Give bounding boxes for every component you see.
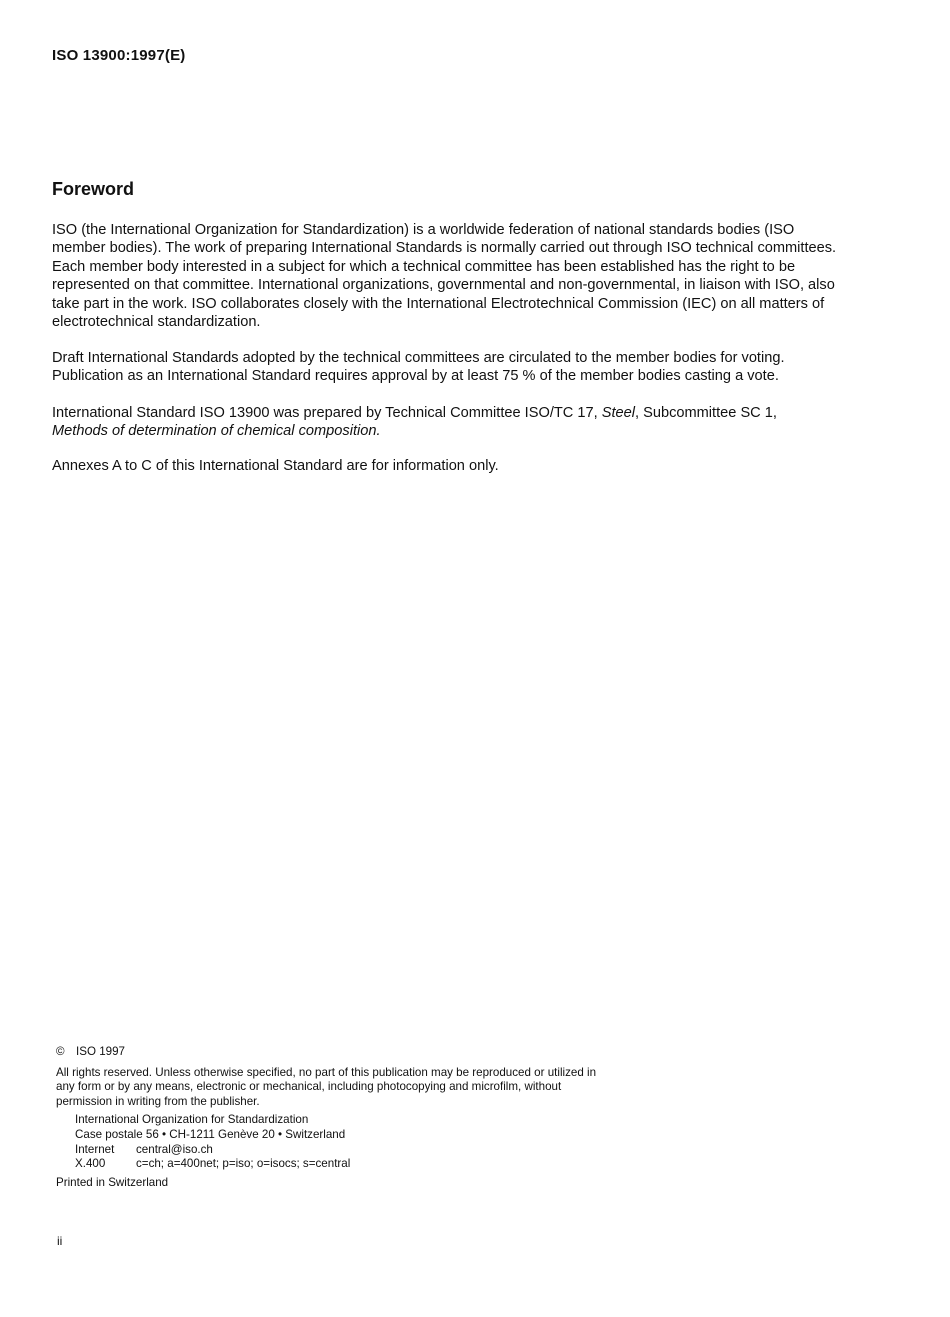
publisher-address <box>75 1113 616 1171</box>
paragraph-3-text-a: International Standard ISO 13900 was prepared by Technical Committee ISO/TC 17, <box>52 405 598 421</box>
foreword-paragraph-2: Draft International Standards adopted by the technical committees are circulated to the member bodies for voting. Publication as an International Standard requires approval by at least 75 % of the member bodies casting a vote. <box>52 350 785 385</box>
address-org: International Organization for Standardization <box>75 1113 309 1127</box>
internet-label: Internet <box>75 1142 115 1156</box>
copyright-line <box>56 1045 616 1060</box>
address-x400-row <box>75 1157 616 1172</box>
paragraph-3-text-b: , Subcommittee SC 1, <box>635 405 777 421</box>
address-postal: Case postale 56 • CH-1211 Genève 20 • Switzerland <box>75 1127 346 1141</box>
printed-in: Printed in Switzerland <box>56 1175 169 1189</box>
copyright-text: ISO 1997 <box>76 1045 125 1058</box>
foreword-paragraph-3 <box>52 404 842 441</box>
foreword-paragraph-4: Annexes A to C of this International Standard are for information only. <box>52 458 499 474</box>
address-internet-row <box>75 1143 616 1158</box>
rights-statement: All rights reserved. Unless otherwise specified, no part of this publication may be reproduced or utilized in any form or by any means, electronic or mechanical, including photocopying and microfilm, without permission in writing from the publisher. <box>56 1065 597 1108</box>
copyright-block <box>56 1045 616 1190</box>
internet-value: central@iso.ch <box>136 1142 213 1156</box>
x400-value: c=ch; a=400net; p=iso; o=isocs; s=central <box>136 1157 351 1171</box>
copyright-icon: © <box>56 1045 65 1058</box>
foreword-heading: Foreword <box>52 179 135 199</box>
subject-steel: Steel <box>601 405 635 421</box>
subcommittee-title: Methods of determination of chemical composition. <box>52 423 381 440</box>
document-id-header: ISO 13900:1997(E) <box>52 47 186 64</box>
foreword-paragraph-1: ISO (the International Organization for Standardization) is a worldwide federation of national standards bodies (ISO member bodies). The work of preparing International Standards is normally carried out through ISO technical committees. Each member body interested in a subject for which a technical committee has been established has the right to be represented on that committee. International organizations, governmental and non-governmental, in liaison with ISO, also take part in the work. ISO collaborates closely with the International Electrotechnical Commission (IEC) on all matters of electrotechnical standardization. <box>52 222 837 331</box>
page-number: ii <box>57 1234 63 1248</box>
x400-label: X.400 <box>75 1157 106 1171</box>
